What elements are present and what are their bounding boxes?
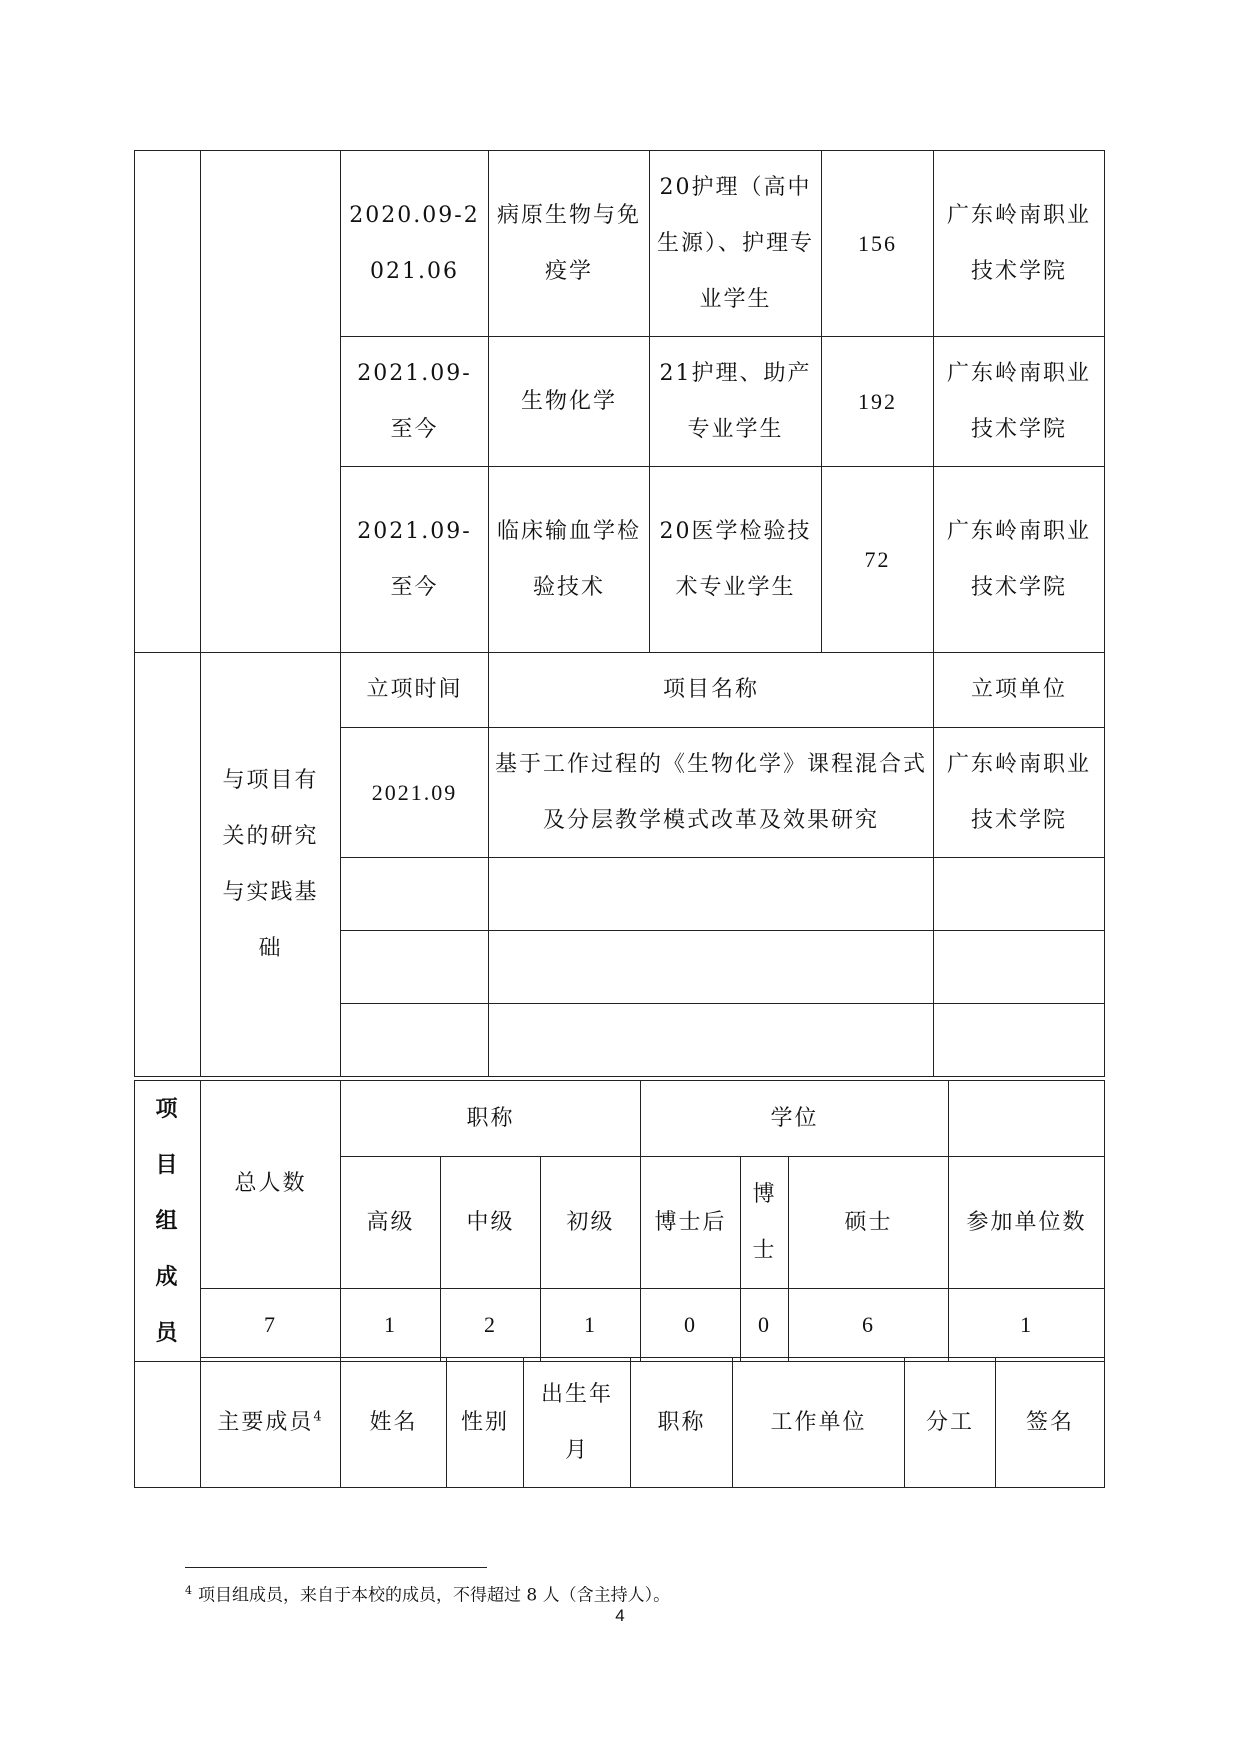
header-postdoc: 博士后 (641, 1157, 741, 1289)
teaching-course: 临床输血学检验技术 (489, 467, 650, 653)
research-time: 2021.09 (341, 728, 489, 858)
research-name: 基于工作过程的《生物化学》课程混合式及分层教学模式改革及效果研究 (489, 728, 934, 858)
title-group-label: 职称 (341, 1081, 641, 1157)
value-total: 7 (201, 1288, 341, 1361)
footnote-marker: 4 (313, 1409, 324, 1425)
teaching-time: 2021.09-至今 (341, 467, 489, 653)
footnote (185, 1580, 670, 1607)
teaching-target: 20护理（高中生源）、护理专业学生 (650, 151, 822, 337)
header-birth: 出生年月 (524, 1358, 631, 1488)
header-senior: 高级 (341, 1157, 441, 1289)
header-junior: 初级 (541, 1157, 641, 1289)
footnote-divider (185, 1567, 487, 1568)
header-phd: 博士 (741, 1157, 789, 1289)
member-values-row (135, 1288, 1105, 1361)
research-label: 与项目有关的研究与实践基础 (201, 653, 341, 1077)
teaching-count: 72 (822, 467, 934, 653)
header-middle: 中级 (441, 1157, 541, 1289)
member-group-row (135, 1081, 1105, 1157)
teaching-target: 20医学检验技术专业学生 (650, 467, 822, 653)
main-member-label: 主要成员$^4$ (201, 1358, 341, 1488)
header-name: 姓名 (341, 1358, 447, 1488)
research-unit: 广东岭南职业技术学院 (934, 728, 1105, 858)
teaching-unit: 广东岭南职业技术学院 (934, 337, 1105, 467)
header-signature: 签名 (996, 1358, 1105, 1488)
value-postdoc: 0 (641, 1288, 741, 1361)
header-title: 职称 (631, 1358, 733, 1488)
value-phd: 0 (741, 1288, 789, 1361)
member-stats-table (134, 1080, 1105, 1362)
teaching-count: 192 (822, 337, 934, 467)
teaching-course: 生物化学 (489, 337, 650, 467)
degree-group-label: 学位 (641, 1081, 949, 1157)
page-number: 4 (615, 1606, 625, 1625)
value-senior: 1 (341, 1288, 441, 1361)
header-gender: 性别 (447, 1358, 524, 1488)
footnote-mark: 4 (185, 1584, 192, 1597)
teaching-unit: 广东岭南职业技术学院 (934, 467, 1105, 653)
header-role: 分工 (905, 1358, 996, 1488)
teaching-research-table (134, 150, 1105, 1077)
teaching-unit: 广东岭南职业技术学院 (934, 151, 1105, 337)
research-header-unit: 立项单位 (934, 653, 1105, 728)
teaching-time: 2021.09-至今 (341, 337, 489, 467)
main-member-table (134, 1357, 1105, 1488)
research-header-time: 立项时间 (341, 653, 489, 728)
teaching-course: 病原生物与免疫学 (489, 151, 650, 337)
footnote-text: 项目组成员，来自于本校的成员，不得超过 8 人（含主持人）。 (198, 1585, 671, 1606)
research-header-name: 项目名称 (489, 653, 934, 728)
teaching-time: 2020.09-2021.06 (341, 151, 489, 337)
main-member-header-row (135, 1358, 1105, 1488)
value-master: 6 (789, 1288, 949, 1361)
total-label: 总人数 (201, 1081, 341, 1289)
header-workplace: 工作单位 (733, 1358, 905, 1488)
teaching-row (135, 151, 1105, 337)
research-header-row (135, 653, 1105, 728)
value-junior: 1 (541, 1288, 641, 1361)
teaching-count: 156 (822, 151, 934, 337)
value-units: 1 (949, 1288, 1105, 1361)
members-section-label: 项 目 组 成 员 (135, 1081, 201, 1362)
teaching-target: 21护理、助产专业学生 (650, 337, 822, 467)
value-middle: 2 (441, 1288, 541, 1361)
header-master: 硕士 (789, 1157, 949, 1289)
header-units: 参加单位数 (949, 1157, 1105, 1289)
